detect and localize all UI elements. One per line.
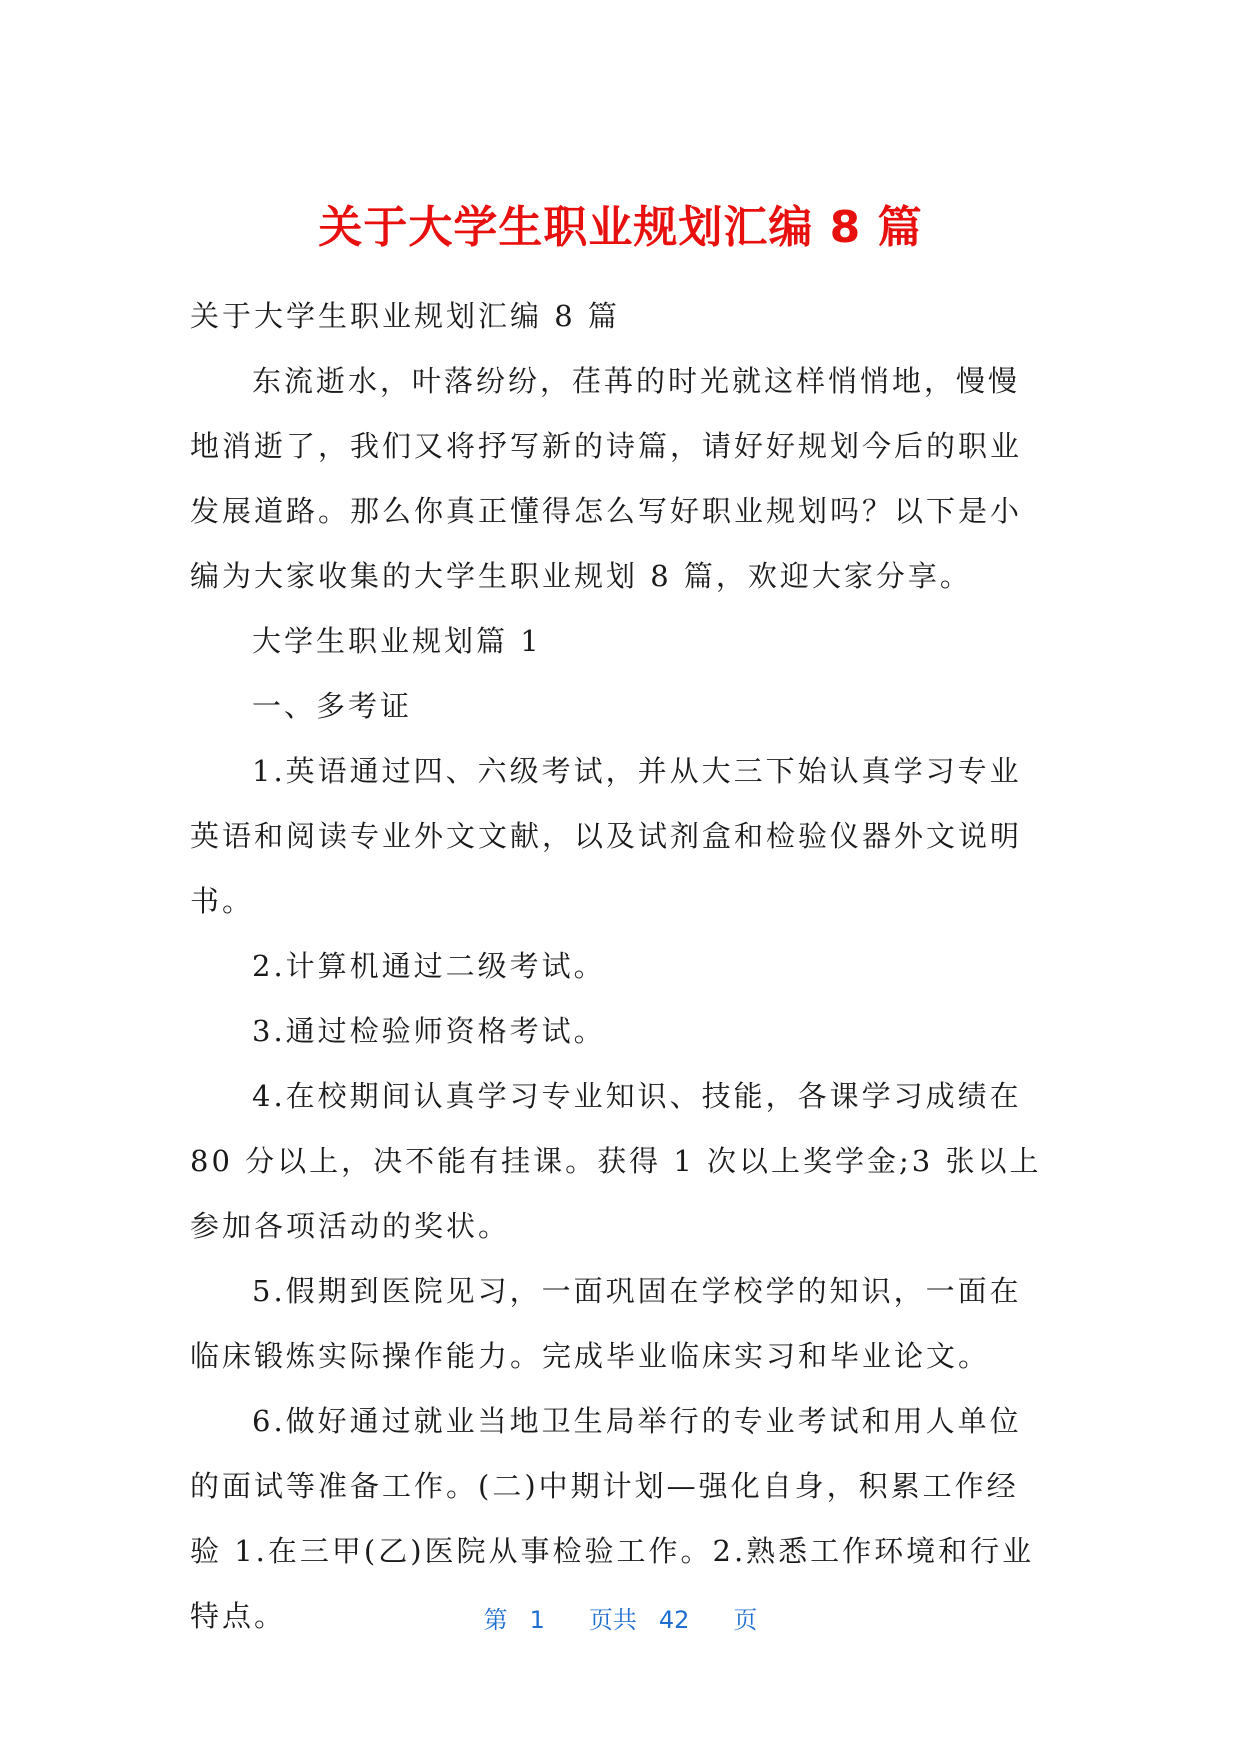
footer-total-pages: 42 — [658, 1606, 690, 1634]
footer-prefix: 第 — [483, 1606, 508, 1634]
page-footer — [0, 1600, 1241, 1640]
list-item-2: 2.计算机通过二级考试。 — [252, 949, 606, 983]
footer-suffix: 页 — [733, 1606, 758, 1634]
list-item-5: 5.假期到医院见习，一面巩固在学校学的知识，一面在临床锻炼实际操作能力。完成毕业临床实习和毕业论文。 — [190, 1274, 1022, 1373]
list-item-6: 6.做好通过就业当地卫生局举行的专业考试和用人单位的面试等准备工作。(二)中期计划—强化自身，积累工作经验 1.在三甲(乙)医院从事检验工作。2.熟悉工作环境和行业特点。 — [190, 1404, 1035, 1633]
subtitle-paragraph: 关于大学生职业规划汇编 8 篇 — [190, 299, 620, 333]
list-item-4: 4.在校期间认真学习专业知识、技能，各课学习成绩在 80 分以上，决不能有挂课。获得 1 次以上奖学金;3 张以上参加各项活动的奖状。 — [190, 1079, 1042, 1243]
intro-paragraph: 东流逝水，叶落纷纷，荏苒的时光就这样悄悄地，慢慢地消逝了，我们又将抒写新的诗篇，请好好规划今后的职业发展道路。那么你真正懂得怎么写好职业规划吗？以下是小编为大家收集的大学生职业规划 8 篇，欢迎大家分享。 — [190, 364, 1023, 593]
document-body — [190, 284, 1050, 1649]
list-item-3: 3.通过检验师资格考试。 — [252, 1014, 606, 1048]
subsection-heading: 一、多考证 — [252, 689, 413, 723]
footer-middle: 页共 — [588, 1606, 637, 1634]
document-title: 关于大学生职业规划汇编 8 篇 — [318, 202, 923, 253]
list-item-1: 1.英语通过四、六级考试，并从大三下始认真学习专业英语和阅读专业外文文献，以及试剂盒和检验仪器外文说明书。 — [190, 754, 1023, 918]
section-heading: 大学生职业规划篇 1 — [252, 624, 542, 658]
footer-page-number: 1 — [529, 1606, 545, 1634]
